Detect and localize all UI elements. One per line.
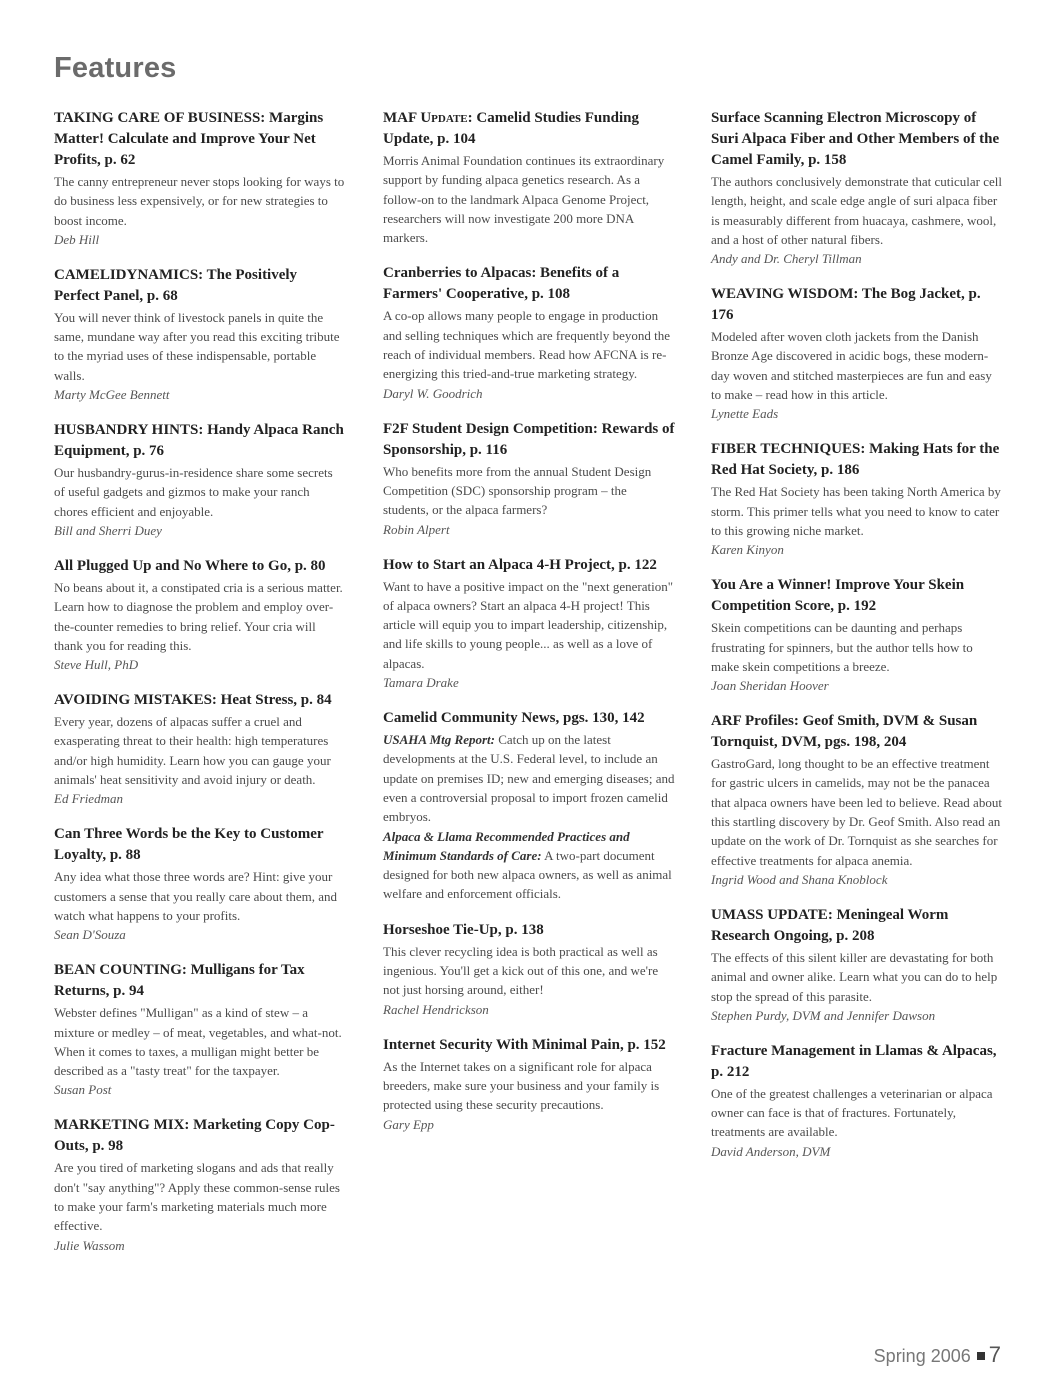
article-heading: AVOIDING MISTAKES: Heat Stress, p. 84 [54,692,332,709]
article-entry [711,575,1003,695]
article-heading: MARKETING MIX: Marketing Copy Cop-Outs, p. 98 [54,1117,335,1155]
article-description: You will never think of livestock panels in quite the same, mundane way after you read this exciting tribute to the myriad uses of these indispensable, portable walls. [54,309,340,383]
page-title: Features [54,52,177,84]
article-author: Steve Hull, PhD [54,657,139,673]
article-description [383,827,675,904]
article-author: Ingrid Wood and Shana Knoblock [711,871,888,887]
article-author: Joan Sheridan Hoover [711,678,829,694]
article-heading: Cranberries to Alpacas: Benefits of a Farmers' Cooperative, p. 108 [383,265,620,303]
article-description: Any idea what those three words are? Hint: give your customers a sense that you really care about them, and watch what happens to your profits. [54,869,338,923]
article-heading: How to Start an Alpaca 4-H Project, p. 122 [383,556,657,573]
page-footer [874,1342,1001,1368]
article-author: Gary Epp [383,1116,434,1132]
article-entry [54,690,346,808]
article-entry [54,1115,346,1254]
article-author: Lynette Eads [711,406,779,422]
article-description: The effects of this silent killer are devastating for both animal and owner alike. Learn what you can do to help stop the spread of this parasite. [711,949,998,1004]
inline-text: A two-part document designed for both new alpaca owners, as well as animal welfare and enforcement officials. [383,847,672,902]
article-heading: F2F Student Design Competition: Rewards of Sponsorship, p. 116 [383,420,675,458]
article-author: David Anderson, DVM [711,1143,831,1159]
article-entry [54,420,346,540]
article-description: Modeled after woven cloth jackets from the Danish Bronze Age discovered in acidic bogs, these modern-day woven and stitched masterpieces are fun and easy to make – read how in this article. [711,329,992,403]
page-number: 7 [988,1342,1001,1367]
article-description: The canny entrepreneur never stops looking for ways to do business less expensively, or for new strategies to boost income. [54,174,345,228]
article-entry [383,263,675,402]
article-author: Susan Post [54,1082,112,1098]
article-heading: Can Three Words be the Key to Customer Loyalty, p. 88 [54,826,324,864]
article-description: Webster defines "Mulligan" as a kind of stew – a mixture or medley – of meat, vegetables, and what-not. When it comes to taxes, a mulligan might better be described as a "tasty treat" for the taxpayer. [54,1005,342,1079]
article-description: Skein competitions can be daunting and perhaps frustrating for spinners, but the author tells how to make skein competitions a breeze. [711,620,973,674]
article-heading: WEAVING WISDOM: The Bog Jacket, p. 176 [711,286,981,324]
article-entry [383,920,675,1019]
inline-text: Catch up on the latest developments at the U.S. Federal level, to include an update on premises ID; new and emerging diseases; and even a controversial proposal to import frozen camelid embryos. [383,732,675,825]
article-entry [383,555,675,692]
article-author: Stephen Purdy, DVM and Jennifer Dawson [711,1007,936,1023]
article-heading: You Are a Winner! Improve Your Skein Competition Score, p. 192 [711,577,965,615]
article-author: Karen Kinyon [711,542,784,558]
article-entry [54,265,346,404]
article-author: Bill and Sherri Duey [54,522,162,538]
article-description: Our husbandry-gurus-in-residence share some secrets of useful gadgets and gizmos to make your ranch chores efficient and enjoyable. [54,465,333,519]
article-heading: FIBER TECHNIQUES: Making Hats for the Red Hat Society, p. 186 [711,441,1000,479]
article-heading: Internet Security With Minimal Pain, p. 152 [383,1036,666,1053]
issue-label: Spring 2006 [873,1346,971,1366]
article-heading: Surface Scanning Electron Microscopy of Suri Alpaca Fiber and Other Members of the Camel Family, p. 158 [711,110,1000,168]
article-author: Robin Alpert [383,521,450,537]
article-description: Every year, dozens of alpacas suffer a cruel and exasperating threat to their health: high temperatures and/or high humidity. Learn how you can gauge your animals' heat sensitivity and avoid injury or death. [54,714,331,788]
article-heading: Fracture Management in Llamas & Alpacas, p. 212 [711,1042,997,1080]
article-description: This clever recycling idea is both practical as well as ingenious. You'll get a kick out of this one, and we're not just horsing around, either! [383,943,659,998]
article-author: Deb Hill [54,231,100,247]
heading-rest: : Camelid Studies Funding Update, p. 104 [383,110,639,147]
article-author: Andy and Dr. Cheryl Tillman [711,251,862,267]
article-description: A co-op allows many people to engage in production and selling techniques which are frequently beyond the reach of individual members. Read how AFCNA is re-energizing this tried-and-true marketing strategy. [383,308,670,382]
article-entry [711,905,1003,1025]
article-description: Want to have a positive impact on the "next generation" of alpaca owners? Start an alpaca 4-H project! This article will equip you to impart leadership, citizenship, and life skills to young people... as well as a love of alpacas. [383,578,674,671]
article-description: Who benefits more from the annual Student Design Competition (SDC) sponsorship program – the students, or the alpaca farmers? [383,463,652,518]
inline-lead: Alpaca & Llama Recommended Practices and Minimum Standards of Care: [383,828,630,863]
article-entry [54,824,346,944]
article-description [383,730,675,826]
article-entry [711,284,1003,423]
article-entry [54,960,346,1099]
square-bullet-icon [977,1352,985,1360]
article-entry [711,439,1003,559]
article-heading: All Plugged Up and No Where to Go, p. 80 [54,557,326,574]
article-entry [711,711,1003,889]
article-heading: Camelid Community News, pgs. 130, 142 [383,710,645,727]
article-entry [711,108,1003,268]
article-heading: CAMELIDYNAMICS: The Positively Perfect Panel, p. 68 [54,266,298,304]
column-right [711,108,1003,1177]
article-description: One of the greatest challenges a veterinarian or alpaca owner can face is that of fractures. Fortunately, treatments are available. [711,1085,993,1140]
article-entry [383,708,675,904]
article-author: Marty McGee Bennett [54,387,170,403]
article-description: No beans about it, a constipated cria is a serious matter. Learn how to diagnose the problem and employ over-the-counter remedies to bring relief. Your cria will thank you for reading this. [54,579,343,653]
column-middle [383,108,675,1150]
article-description: GastroGard, long thought to be an effective treatment for gastric ulcers in camelids, may not be the panacea that alpaca owners have been led to believe. Read about this startling discovery by Dr. Geof Smith. Also read an update on the work of Dr. Tornquist as she searches for effective treatments for alpaca anemia. [711,756,1002,868]
article-heading: ARF Profiles: Geof Smith, DVM & Susan Tornquist, DVM, pgs. 198, 204 [711,713,978,751]
article-description: Morris Animal Foundation continues its extraordinary support by funding alpaca genetics research. As a follow-on to the landmark Alpaca Genome Project, researchers will now investigate 200 more DNA markers. [383,153,665,246]
article-description: The Red Hat Society has been taking North America by storm. This primer tells what you need to know to cater to this growing niche market. [711,484,1001,538]
column-left [54,108,346,1271]
article-entry [54,556,346,674]
article-description: The authors conclusively demonstrate that cuticular cell length, height, and scale edge angle of suri alpaca fiber is measurably different from huacaya, cashmere, wool, and a host of other natural fibers. [711,174,1002,247]
heading-prefix: MAF Update [383,110,468,126]
article-heading [383,108,675,150]
article-author: Ed Friedman [54,791,123,807]
article-heading: UMASS UPDATE: Meningeal Worm Research Ongoing, p. 208 [711,906,949,944]
article-author: Tamara Drake [383,675,459,691]
article-author: Julie Wassom [54,1237,125,1253]
article-heading: HUSBANDRY HINTS: Handy Alpaca Ranch Equipment, p. 76 [54,422,344,460]
article-description: Are you tired of marketing slogans and ads that really don't "say anything"? Apply these common-sense rules to make your farm's marketing materials much more effective. [54,1160,340,1234]
article-description: As the Internet takes on a significant role for alpaca breeders, make sure your business and your family is protected using these security precautions. [383,1058,660,1113]
article-author: Sean D'Souza [54,927,126,943]
article-entry [383,1035,675,1134]
article-author: Rachel Hendrickson [383,1001,489,1017]
article-entry [383,419,675,539]
article-heading: BEAN COUNTING: Mulligans for Tax Returns, p. 94 [54,962,305,1000]
article-entry [711,1041,1003,1161]
inline-lead: USAHA Mtg Report: [383,732,495,748]
article-heading: Horseshoe Tie-Up, p. 138 [383,921,544,938]
article-author: Daryl W. Goodrich [383,385,483,401]
article-heading: TAKING CARE OF BUSINESS: Margins Matter! Calculate and Improve Your Net Profits, p. 62 [54,110,324,168]
article-entry [383,108,675,247]
article-entry [54,108,346,249]
